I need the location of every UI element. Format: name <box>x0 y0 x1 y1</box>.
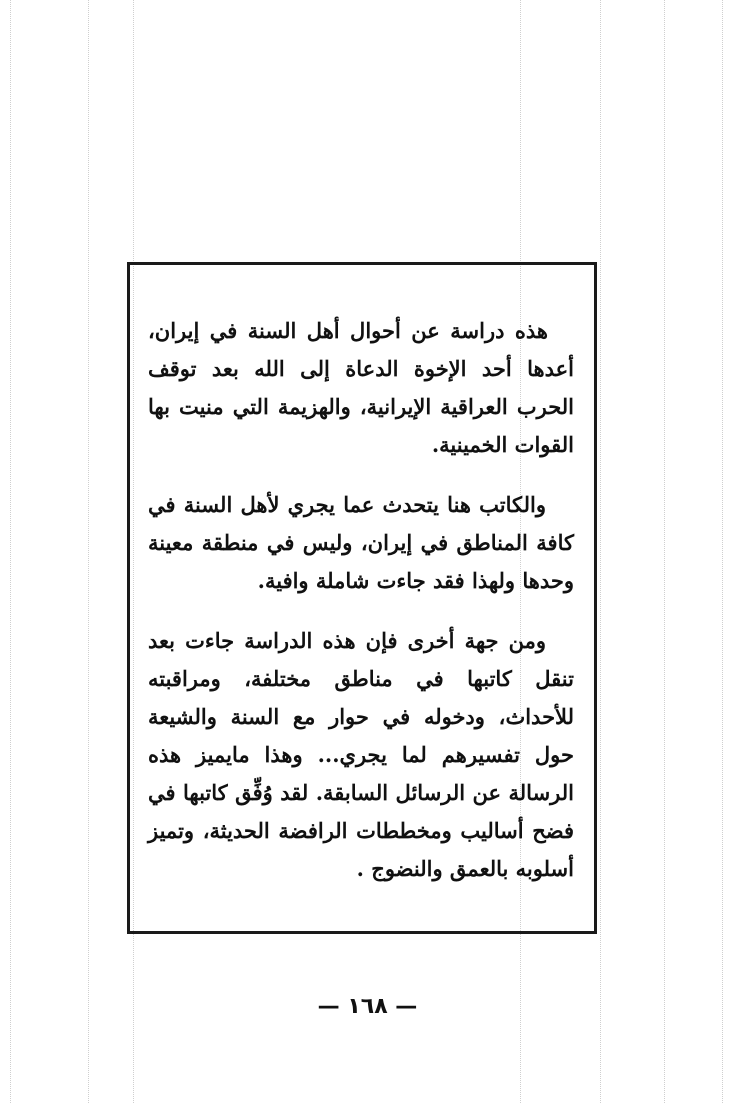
paragraph: والكاتب هنا يتحدث عما يجري لأهل السنة في كافة المناطق في إيران، وليس في منطقة معينة وحدها ولهذا فقد جاءت شاملة وافية. <box>148 492 574 593</box>
scan-guide-line <box>88 0 89 1103</box>
scan-guide-line <box>10 0 11 1103</box>
paragraph: ومن جهة أخرى فإن هذه الدراسة جاءت بعد تنقل كاتبها في مناطق مختلفة، ومراقبته للأحداث، ودخوله في حوار مع السنة والشيعة حول تفسيرهم لما يجري... وهذا مايميز هذه الرسالة عن الرسائل السابقة. لقد وُفِّق كاتبها في فضح أساليب ومخططات الرافضة الحديثة، وتميز أسلوبه بالعمق والنضوج . <box>148 628 574 881</box>
page-number: — ١٦٨ — <box>317 994 418 1019</box>
scan-guide-line <box>664 0 665 1103</box>
scan-guide-line <box>722 0 723 1103</box>
framed-text-block <box>148 312 574 910</box>
scan-guide-line <box>600 0 601 1103</box>
paragraph: هذه دراسة عن أحوال أهل السنة في إيران، أعدها أحد الإخوة الدعاة إلى الله بعد توقف الحرب العراقية الإيرانية، والهزيمة التي منيت بها القوات الخمينية. <box>148 318 574 457</box>
